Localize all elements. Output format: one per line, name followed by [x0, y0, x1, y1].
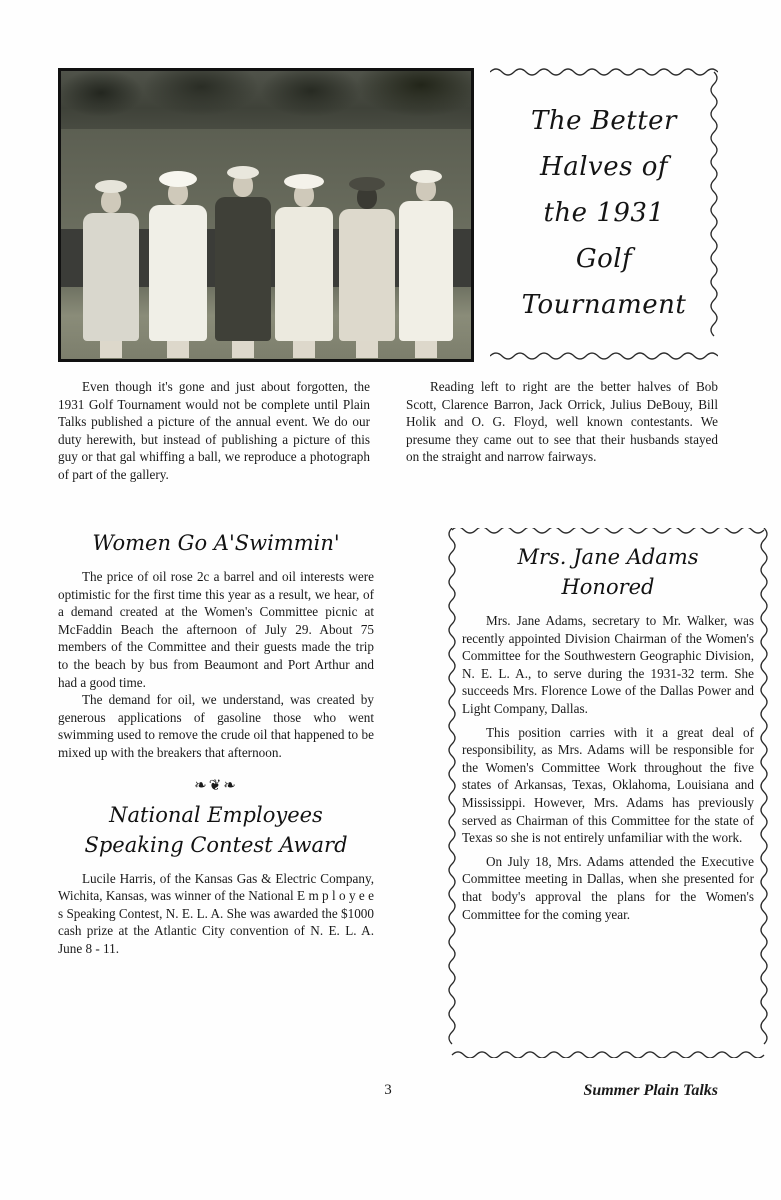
swimmin-body [58, 568, 374, 762]
figure-hat [227, 166, 259, 179]
contest-paragraph-1: Lucile Harris, of the Kansas Gas & Electric Company, Wichita, Kansas, was winner of the National E m p l o y e e s Speaking Contest, N. E. L. A. She was awarded the $1000 cash prize at the Atlantic City convention of N. E. L. A. June 8 - 11. [58, 870, 374, 956]
photo-figure [149, 157, 207, 341]
adams-heading-line-1: Mrs. Jane Adams [517, 545, 699, 569]
figure-dress [83, 213, 139, 341]
photo-figure [83, 165, 139, 341]
photo-figure [399, 155, 453, 341]
page-number: 3 [384, 1082, 392, 1098]
feature-intro-column-right [406, 378, 718, 466]
article-women-go-swimmin [58, 528, 374, 958]
adams-heading-line-2: Honored [561, 575, 655, 599]
feature-title-block [490, 68, 718, 360]
figure-hat [349, 177, 385, 191]
publication-title: Summer Plain Talks [583, 1082, 718, 1099]
photo-figure [215, 151, 271, 341]
figure-hat [95, 180, 127, 193]
adams-body [462, 612, 754, 923]
feature-top-section [58, 68, 718, 360]
feature-title-line-5: Tournament [521, 290, 687, 320]
feature-title-line-1: The Better [531, 106, 677, 136]
feature-title-line-3: the 1931 [543, 198, 665, 228]
feature-intro-column-left [58, 378, 370, 484]
feature-intro-text-right: Reading left to right are the better halves of Bob Scott, Clarence Barron, Jack Orrick, Julius DeBouy, Bill Holik and O. G. Floyd, well known contestants. We presume they came out to see that their husbands stayed on the straight and narrow fairways. [406, 379, 718, 465]
article-mrs-jane-adams [462, 542, 754, 923]
contest-heading-line-1: National Employees [109, 802, 323, 827]
figure-legs [232, 340, 254, 358]
figure-legs [293, 340, 315, 358]
floral-ornament-icon: ❧❦❧ [194, 775, 238, 794]
lower-articles [58, 528, 754, 1058]
figure-dress [339, 209, 395, 341]
figure-dress [149, 205, 207, 341]
feature-title [490, 98, 718, 328]
adams-paragraph-2: This position carries with it a great deal of responsibility, as Mrs. Adams will be responsible for the Women's Committee Work throughout the five states of Arkansas, Texas, Oklahoma, Louisiana and Mississippi. However, Mrs. Adams has previously served as Chairman of this Committee for the state of Texas so she is not entirely unfamiliar with the work. [462, 724, 754, 846]
group-photograph [58, 68, 474, 362]
page-footer [58, 1082, 718, 1108]
figure-dress [215, 197, 271, 341]
figure-dress [275, 207, 333, 341]
swimmin-paragraph-2: The demand for oil, we understand, was created by generous applications of gasoline those who went swimming used to remove the crude oil that happened to be mixed up with the breakers that afternoon. [58, 692, 374, 760]
adams-paragraph-1: Mrs. Jane Adams, secretary to Mr. Walker, was recently appointed Division Chairman of the Women's Committee for the Southwestern Geographic Division, N. E. L. A., to serve during the 1931-32 term. She succeeds Mrs. Florence Lowe of the Dallas Power and Light Company, Dallas. [462, 613, 754, 716]
photo-figure [275, 159, 333, 341]
figure-legs [100, 340, 122, 358]
feature-title-line-4: Golf [575, 244, 633, 274]
figure-hat [284, 174, 324, 189]
adams-paragraph-3: On July 18, Mrs. Adams attended the Executive Committee meeting in Dallas, when she presented for that body's approval the plans for the Women's Committee for the coming year. [462, 853, 754, 922]
figure-legs [356, 340, 378, 358]
figure-hat [159, 171, 197, 187]
feature-intro-text-left: Even though it's gone and just about forgotten, the 1931 Golf Tournament would not be complete until Plain Talks published a picture of the annual event. We do our duty herewith, but instead of publishing a picture of this guy or that gal whiffing a ball, we reproduce a photograph of part of the gallery. [58, 379, 370, 482]
photo-figure [339, 161, 395, 341]
figure-legs [167, 340, 189, 358]
figure-dress [399, 201, 453, 341]
feature-title-line-2: Halves of [540, 152, 668, 182]
figure-hat [410, 170, 442, 183]
swimmin-paragraph-1: The price of oil rose 2c a barrel and oil interests were optimistic for the first time this year as a result, we hear, of a demand created at the Women's Committee picnic at McFaddin Beach the afternoon of July 29. About 75 members of the Committee and their guests made the trip to the beach by bus from Beaumont and Port Arthur and had a good time. [58, 569, 374, 690]
swimmin-heading: Women Go A'Swimmin' [92, 531, 340, 555]
figure-legs [415, 340, 437, 358]
contest-body [58, 870, 374, 958]
contest-heading-line-2: Speaking Contest Award [84, 832, 348, 857]
